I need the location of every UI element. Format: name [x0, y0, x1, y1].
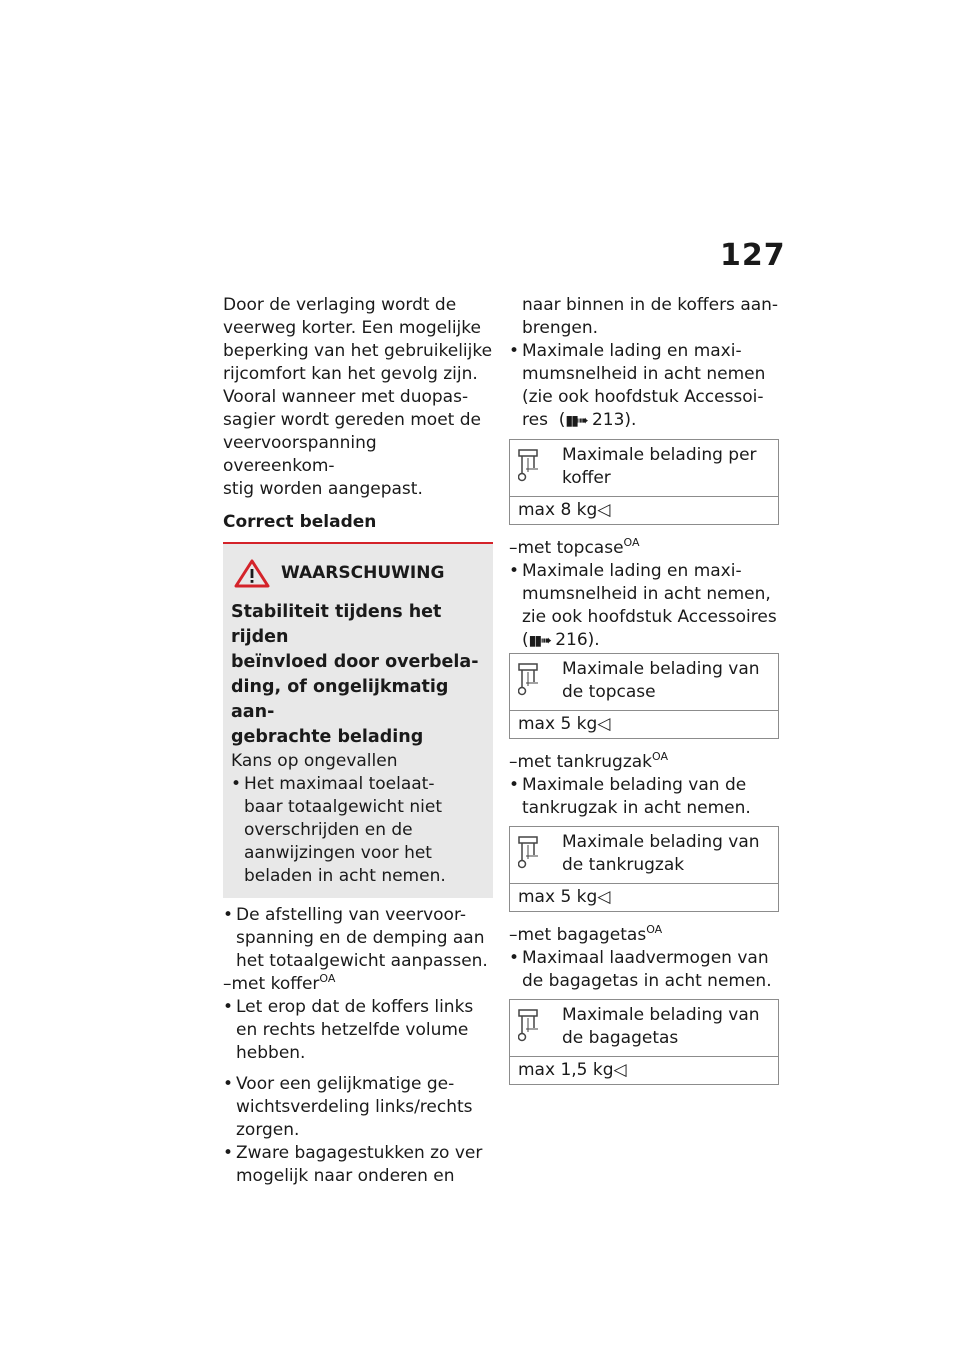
spec-label: [562, 1004, 772, 1050]
intro-line: sagier wordt gereden moet de: [223, 410, 481, 430]
list-item-text: res: [522, 410, 548, 430]
warning-measure: [231, 773, 485, 888]
list-item-line: De afstelling van veervoor-: [236, 905, 466, 925]
bullet-marker: [509, 947, 519, 970]
list-item: [223, 1073, 493, 1142]
spec-value: [510, 711, 778, 738]
spec-box-bagagetas: [509, 999, 779, 1085]
spec-label-line: Maximale belading per: [562, 445, 757, 465]
optional-accessory-marker: OA: [652, 750, 669, 763]
list-item-line: hebben.: [236, 1043, 306, 1063]
list-item-line: spanning en de demping aan: [236, 928, 485, 948]
page-reference-arrow-icon: ▮▮➠: [565, 413, 587, 429]
list-item-line: zie ook hoofdstuk Accessoires: [522, 607, 777, 627]
warning-hazard: gebrachte belading: [231, 727, 424, 747]
list-item-line: mumsnelheid in acht nemen: [522, 364, 766, 384]
list-item-line: tankrugzak in acht nemen.: [522, 798, 751, 818]
load-weight-icon: [518, 1004, 562, 1050]
page-reference[interactable]: 213).: [591, 410, 637, 430]
list-item: [223, 904, 493, 973]
load-weight-icon: [518, 831, 562, 877]
bullet-marker: [223, 904, 233, 927]
warning-header: [233, 558, 485, 588]
list-item-line: naar binnen in de koffers aan-: [522, 295, 779, 315]
list-item-line: Voor een gelijkmatige ge-: [236, 1074, 455, 1094]
condition-topcase: –met topcase$^{OA}$: [509, 536, 640, 558]
spec-value-text: max 5 kg: [518, 714, 598, 734]
warning-hazard: Stabiliteit tijdens het rijden: [231, 602, 442, 647]
spec-value: [510, 1057, 778, 1084]
spec-value-text: max 8 kg: [518, 500, 598, 520]
warning-triangle-icon: [233, 558, 271, 588]
list-item-line: wichtsverdeling links/rechts: [236, 1097, 473, 1117]
end-marker: ◁: [597, 887, 611, 907]
list-item-line: Maximale lading en maxi-: [522, 341, 742, 361]
condition-tankrugzak: –met tankrugzak$^{OA}$: [509, 750, 669, 772]
spec-value: [510, 884, 778, 911]
spec-label-line: Maximale belading van: [562, 659, 760, 679]
section-heading: Correct beladen: [223, 512, 377, 532]
intro-paragraph: [223, 294, 493, 501]
warning-measure-line: baar totaalgewicht niet: [244, 797, 442, 817]
list-item-line: het totaalgewicht aanpassen.: [236, 951, 488, 971]
bullet-marker: [509, 774, 519, 797]
list-item-line: Maximaal laadvermogen van: [522, 948, 769, 968]
intro-line: rijcomfort kan het gevolg zijn.: [223, 364, 478, 384]
list-item-line: Let erop dat de koffers links: [236, 997, 474, 1017]
spec-value-text: max 5 kg: [518, 887, 598, 907]
spec-label-line: de bagagetas: [562, 1028, 679, 1048]
warning-measure-line: aanwijzingen voor het: [244, 843, 432, 863]
load-weight-icon: [518, 658, 562, 704]
list-item: [509, 947, 781, 993]
bullet-marker: [223, 996, 233, 1019]
page-number: 127: [720, 238, 786, 273]
condition-text: met tankrugzak: [517, 752, 653, 772]
spec-box-topcase: [509, 653, 779, 739]
list-item-line: en rechts hetzelfde volume: [236, 1020, 469, 1040]
list-item-line: mumsnelheid in acht nemen,: [522, 584, 771, 604]
list-item-line: (▮▮➠ 216).: [522, 630, 600, 650]
condition-text: met koffer: [231, 974, 320, 994]
condition-koffer: –met koffer$^{OA}$: [223, 972, 336, 994]
spec-value: [510, 497, 778, 524]
spec-label: [562, 658, 772, 704]
warning-title: WAARSCHUWING: [281, 562, 445, 583]
intro-line: Door de verlaging wordt de: [223, 295, 457, 315]
list-item-line: Maximale lading en maxi-: [522, 561, 742, 581]
end-marker: ◁: [613, 1060, 627, 1080]
spec-label-line: de tankrugzak: [562, 855, 685, 875]
spec-label: [562, 831, 772, 877]
bullet-marker: [223, 1073, 233, 1096]
optional-accessory-marker: OA: [623, 536, 640, 549]
list-item: [509, 560, 781, 653]
list-item-line: (zie ook hoofdstuk Accessoi-: [522, 387, 764, 407]
list-item-continuation: [509, 294, 781, 340]
optional-accessory-marker: OA: [319, 972, 336, 985]
list-item-line: brengen.: [522, 318, 599, 338]
warning-hazard: ding, of ongelijkmatig aan-: [231, 677, 449, 722]
list-item-line: zorgen.: [236, 1120, 300, 1140]
spec-label-line: de topcase: [562, 682, 656, 702]
end-marker: ◁: [597, 714, 611, 734]
left-column: [223, 294, 493, 1188]
warning-measure-line: beladen in acht nemen.: [244, 866, 446, 886]
end-marker: ◁: [597, 500, 611, 520]
list-item-line: de bagagetas in acht nemen.: [522, 971, 772, 991]
warning-measure-line: overschrijden en de: [244, 820, 413, 840]
warning-hazard: beïnvloed door overbela-: [231, 652, 479, 672]
list-item-line: res (▮▮➠ 213).: [522, 410, 637, 430]
load-weight-icon: [518, 444, 562, 490]
intro-line: beperking van het gebruikelijke: [223, 341, 493, 361]
condition-text: met bagagetas: [517, 925, 647, 945]
intro-line: veervoorspanning overeenkom-: [223, 433, 377, 476]
page-reference[interactable]: 216).: [555, 630, 600, 650]
spec-value-text: max 1,5 kg: [518, 1060, 614, 1080]
spec-label-line: Maximale belading van: [562, 1005, 760, 1025]
list-item: [509, 774, 781, 820]
page-reference-arrow-icon: ▮▮➠: [528, 633, 550, 649]
intro-line: Vooral wanneer met duopas-: [223, 387, 469, 407]
list-item: [509, 340, 781, 433]
right-column: [509, 294, 781, 1097]
condition-text: met topcase: [517, 538, 624, 558]
bullet-marker: [223, 1142, 233, 1165]
list-item: [223, 1142, 493, 1188]
spec-label: [562, 444, 772, 490]
spec-label-line: koffer: [562, 468, 611, 488]
spec-box-koffer: [509, 439, 779, 525]
list-item-line: Maximale belading van de: [522, 775, 747, 795]
list-item-line: mogelijk naar onderen en: [236, 1166, 455, 1186]
list-item-line: Zware bagagestukken zo ver: [236, 1143, 483, 1163]
optional-accessory-marker: OA: [646, 923, 663, 936]
warning-consequence: Kans op ongevallen: [231, 751, 398, 771]
warning-box: [223, 544, 493, 898]
intro-line: stig worden aangepast.: [223, 479, 423, 499]
bullet-marker: [231, 773, 241, 796]
list-item: [223, 996, 493, 1065]
intro-line: veerweg korter. Een mogelijke: [223, 318, 481, 338]
bullet-marker: [509, 340, 519, 363]
spec-box-tankrugzak: [509, 826, 779, 912]
spec-label-line: Maximale belading van: [562, 832, 760, 852]
warning-measure-line: Het maximaal toelaat-: [244, 774, 435, 794]
condition-bagagetas: –met bagagetas$^{OA}$: [509, 923, 663, 945]
bullet-marker: [509, 560, 519, 583]
